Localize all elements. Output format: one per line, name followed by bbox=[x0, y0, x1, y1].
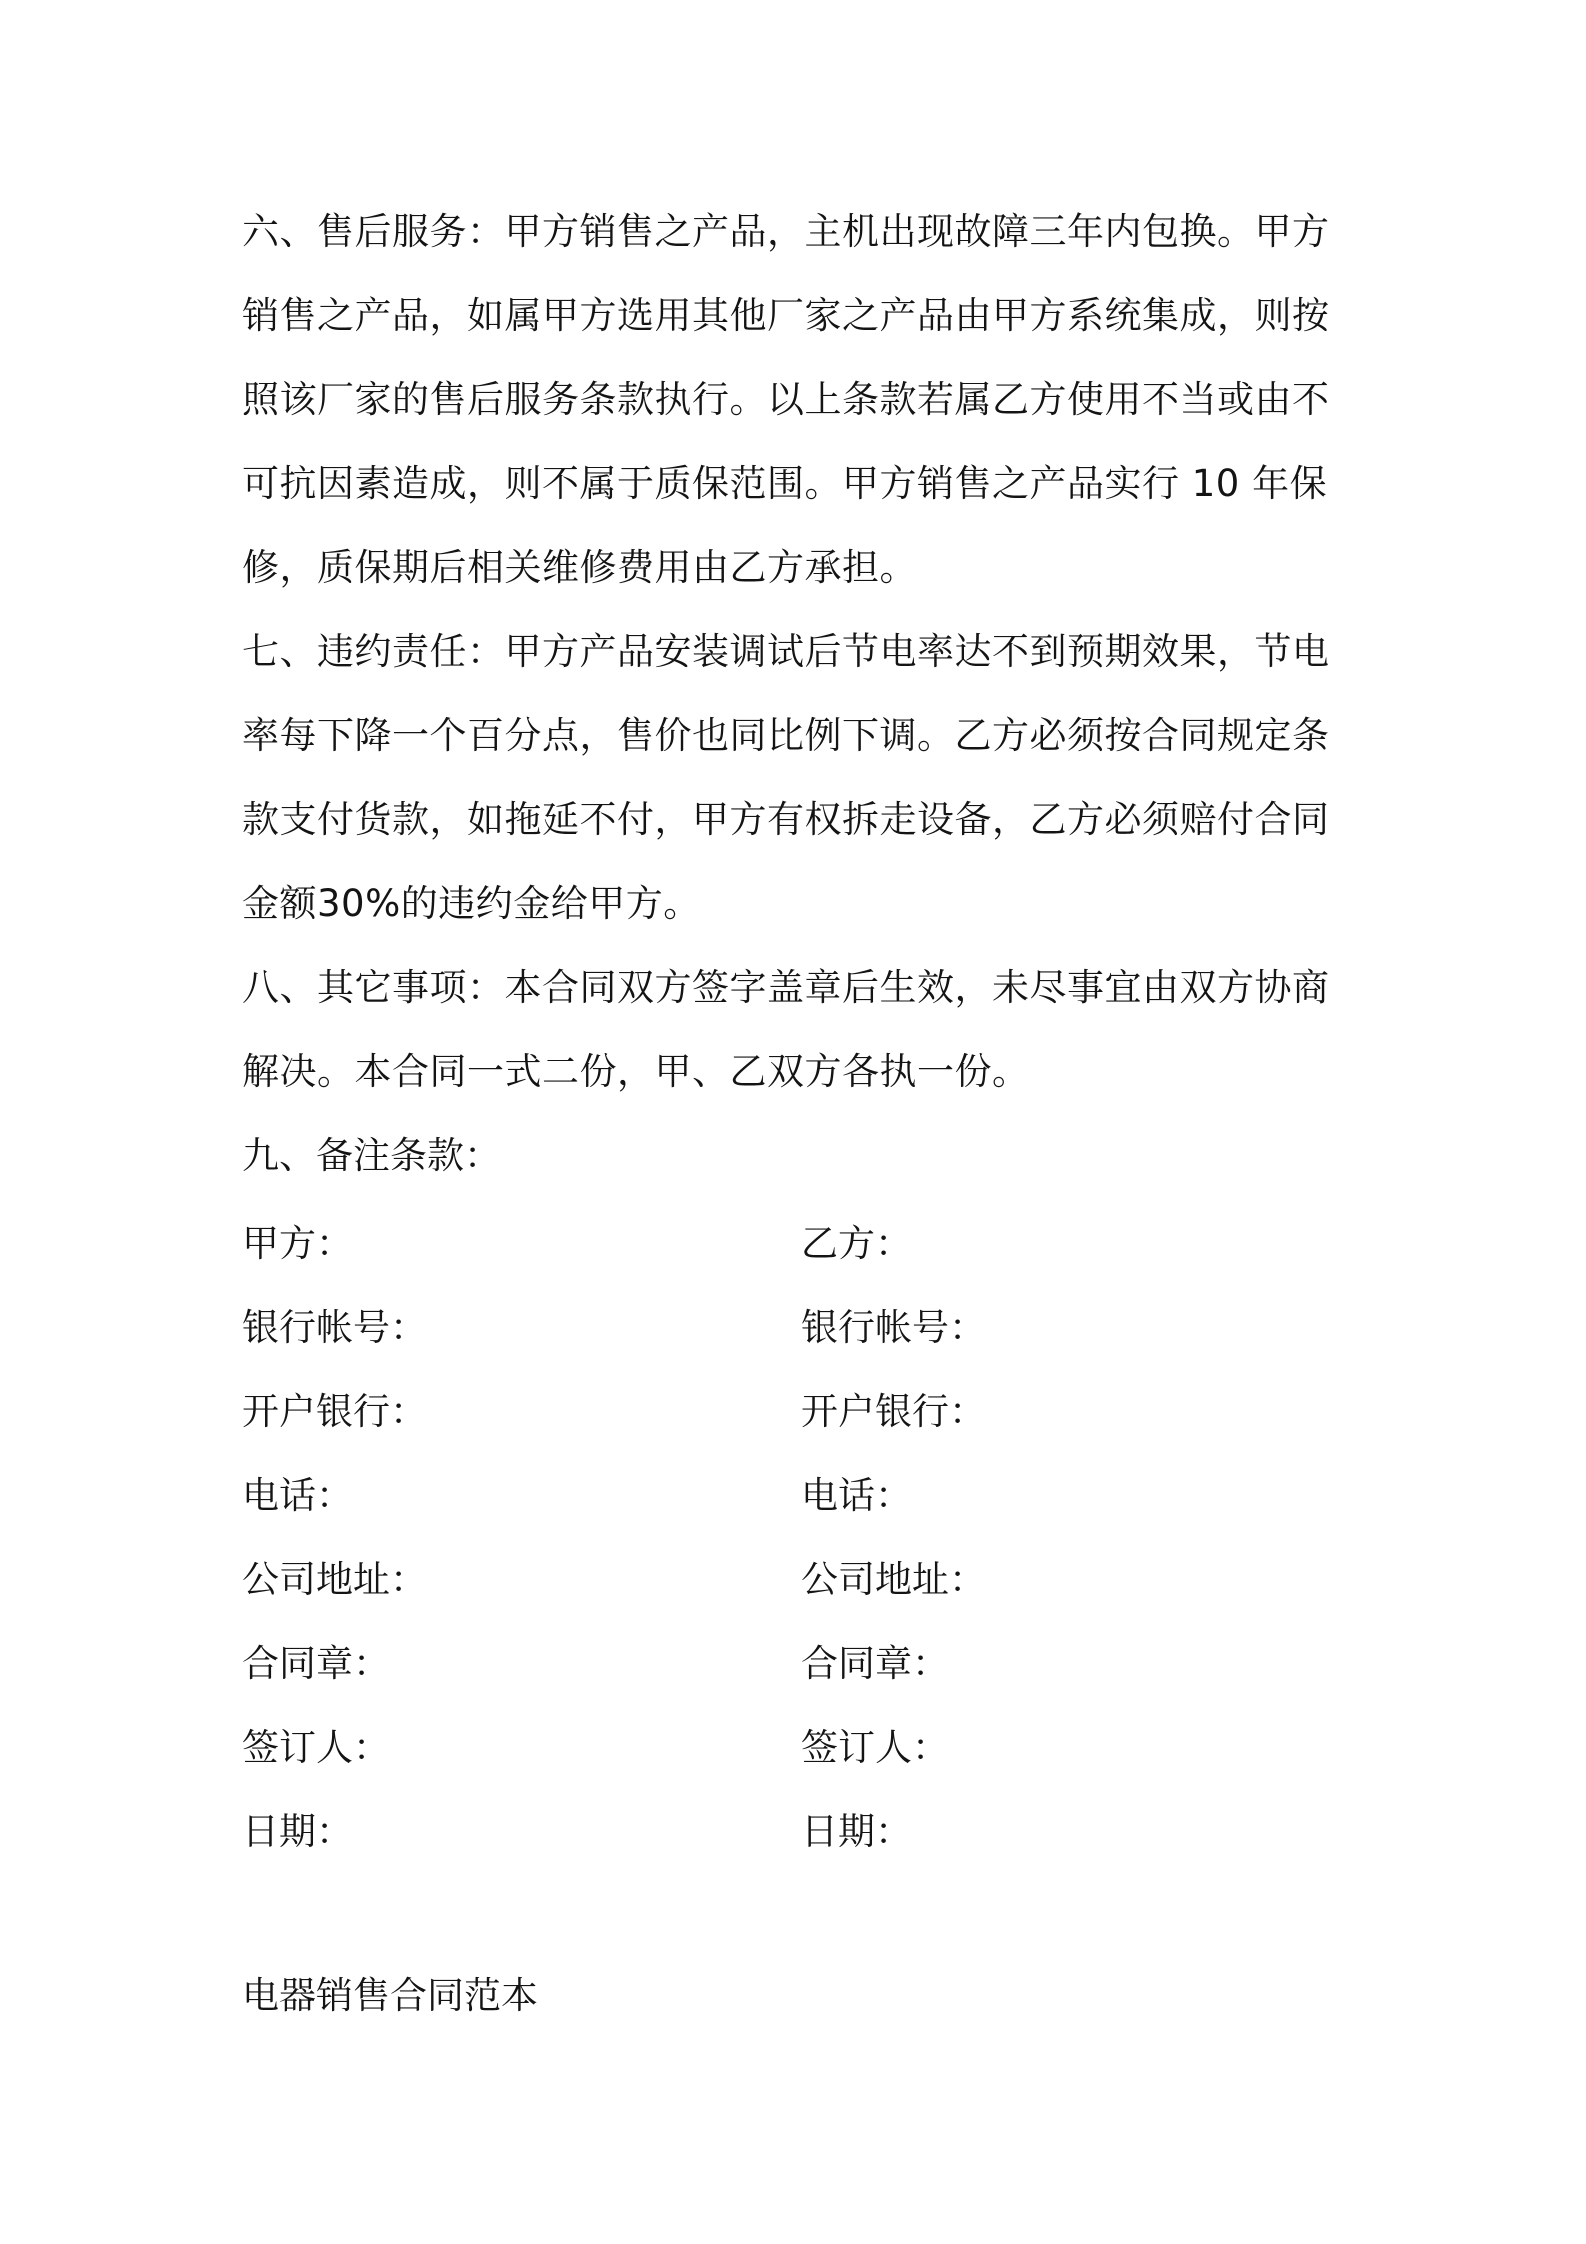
document-footer-title: 电器销售合同范本 bbox=[242, 1974, 538, 2017]
signature-row-bank bbox=[242, 1366, 1360, 1450]
clause-remarks-label: 九、备注条款： bbox=[242, 1134, 501, 1177]
party-a-label: 甲方： bbox=[242, 1222, 353, 1265]
signature-row-phone bbox=[242, 1450, 1360, 1534]
signature-row-seal bbox=[242, 1618, 1360, 1702]
party-a-date-label: 日期： bbox=[242, 1810, 353, 1853]
party-b-seal-label: 合同章： bbox=[801, 1642, 949, 1685]
contract-page bbox=[242, 190, 1360, 1870]
party-b-bank-account-label: 银行帐号： bbox=[801, 1306, 986, 1349]
party-b-signatory-label: 签订人： bbox=[801, 1726, 949, 1769]
signature-block bbox=[242, 1198, 1360, 1870]
party-a-bank-label: 开户银行： bbox=[242, 1390, 427, 1433]
signature-row-date bbox=[242, 1786, 1360, 1870]
clause-breach-liability: 七、违约责任：甲方产品安装调试后节电率达不到预期效果，节电率每下降一个百分点，售价也同比例下调。乙方必须按合同规定条款支付货款，如拖延不付，甲方有权拆走设备，乙方必须赔付合同金额30%的违约金给甲方。 bbox=[242, 630, 1330, 925]
party-a-signatory-label: 签订人： bbox=[242, 1726, 390, 1769]
signature-row-signatory bbox=[242, 1702, 1360, 1786]
clause-after-sales-service: 六、售后服务：甲方销售之产品，主机出现故障三年内包换。甲方销售之产品，如属甲方选用其他厂家之产品由甲方系统集成，则按照该厂家的售后服务条款执行。以上条款若属乙方使用不当或由不可抗因素造成，则不属于质保范围。甲方销售之产品实行 10 年保修，质保期后相关维修费用由乙方承担。 bbox=[242, 210, 1330, 589]
party-a-bank-account-label: 银行帐号： bbox=[242, 1306, 427, 1349]
party-a-phone-label: 电话： bbox=[242, 1474, 353, 1517]
signature-row-address bbox=[242, 1534, 1360, 1618]
clause-other-matters: 八、其它事项：本合同双方签字盖章后生效，未尽事宜由双方协商解决。本合同一式二份，甲、乙双方各执一份。 bbox=[242, 966, 1330, 1093]
signature-row-bank-account bbox=[242, 1282, 1360, 1366]
party-b-bank-label: 开户银行： bbox=[801, 1390, 986, 1433]
party-a-address-label: 公司地址： bbox=[242, 1558, 427, 1601]
party-b-date-label: 日期： bbox=[801, 1810, 912, 1853]
party-b-label: 乙方： bbox=[801, 1222, 912, 1265]
party-b-address-label: 公司地址： bbox=[801, 1558, 986, 1601]
party-a-seal-label: 合同章： bbox=[242, 1642, 390, 1685]
signature-row-party bbox=[242, 1198, 1360, 1282]
party-b-phone-label: 电话： bbox=[801, 1474, 912, 1517]
